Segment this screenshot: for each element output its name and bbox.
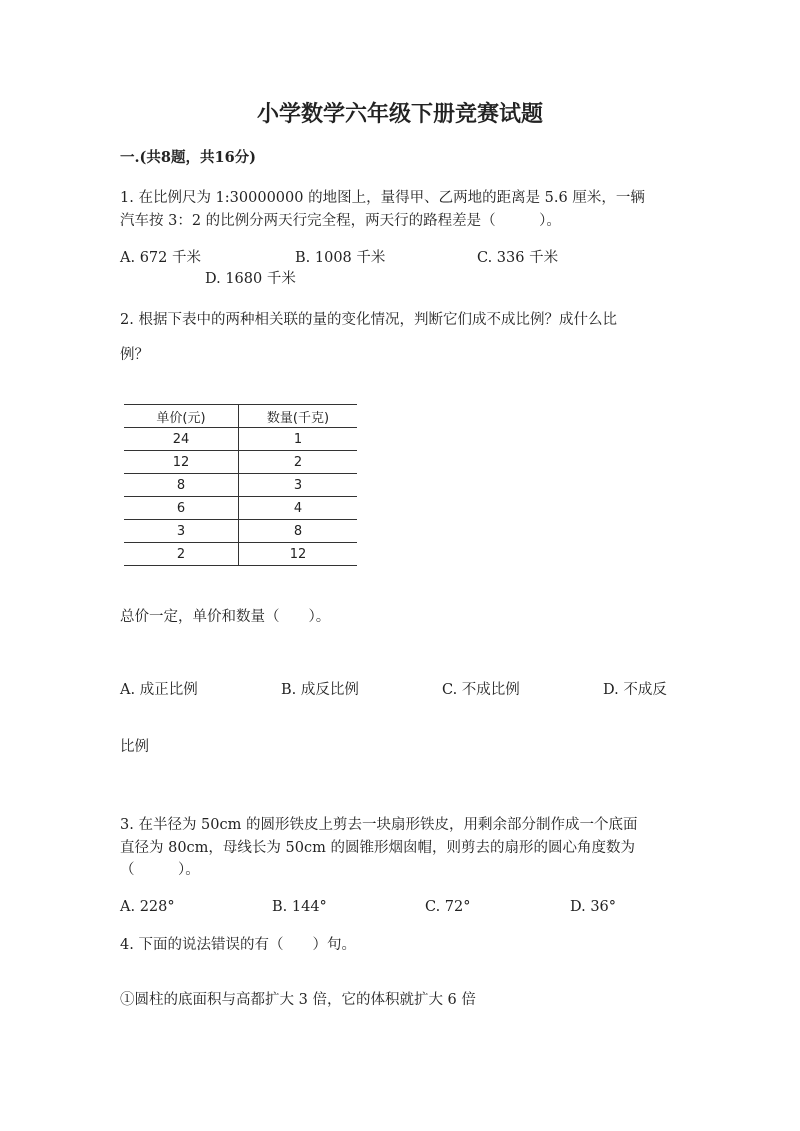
table-row (124, 497, 357, 520)
table-row (124, 520, 357, 543)
q1-option-c: C. 336 千米 (477, 250, 559, 266)
section-header: 一.(共8题，共16分) (120, 149, 257, 166)
q3-option-d: D. 36° (570, 899, 617, 915)
cell: 8 (124, 474, 239, 497)
header-price: 单价(元) (124, 405, 239, 428)
q1-option-b: B. 1008 千米 (295, 250, 386, 266)
q1-option-a: A. 672 千米 (120, 250, 201, 266)
q3-option-c: C. 72° (425, 899, 471, 915)
header-quantity: 数量(千克) (239, 405, 358, 428)
q1-text: 1. 在比例尺为 1:30000000 的地图上，量得甲、乙两地的距离是 5.6 厘米，一辆 (120, 190, 645, 206)
q2-text: 2. 根据下表中的两种相关联的量的变化情况，判断它们成不成比例？成什么比 (120, 312, 617, 328)
cell: 6 (124, 497, 239, 520)
page-title: 小学数学六年级下册竞赛试题 (256, 101, 543, 127)
table-row (124, 474, 357, 497)
table-row (124, 451, 357, 474)
cell: 24 (124, 428, 239, 451)
q1-option-d: D. 1680 千米 (205, 271, 296, 287)
q2-option-a: A. 成正比例 (120, 682, 198, 698)
table-header (124, 405, 357, 428)
q2-option-b: B. 成反比例 (281, 682, 359, 698)
q4-item-1: ①圆柱的底面积与高都扩大 3 倍，它的体积就扩大 6 倍 (120, 992, 476, 1008)
cell: 3 (124, 520, 239, 543)
q3-option-b: B. 144° (272, 899, 327, 915)
q3-text: （ ）。 (120, 862, 200, 878)
cell: 4 (239, 497, 358, 520)
q2-option-c: C. 不成比例 (442, 682, 520, 698)
q3-option-a: A. 228° (120, 899, 175, 915)
q3-text: 3. 在半径为 50cm 的圆形铁皮上剪去一块扇形铁皮，用剩余部分制作成一个底面 (120, 817, 638, 833)
q2-option-d-wrap: 比例 (120, 739, 149, 755)
q2-prompt: 总价一定，单价和数量（ ）。 (120, 609, 331, 625)
q1-text: 汽车按 3：2 的比例分两天行完全程，两天行的路程差是（ ）。 (120, 213, 561, 229)
q4-text: 4. 下面的说法错误的有（ ）句。 (120, 937, 356, 953)
table-row (124, 428, 357, 451)
q2-text: 例？ (120, 347, 149, 363)
cell: 3 (239, 474, 358, 497)
q2-option-d: D. 不成反 (603, 682, 667, 698)
cell: 2 (124, 543, 239, 566)
cell: 12 (124, 451, 239, 474)
cell: 1 (239, 428, 358, 451)
cell: 8 (239, 520, 358, 543)
q3-text: 直径为 80cm，母线长为 50cm 的圆锥形烟囱帽，则剪去的扇形的圆心角度数为 (120, 840, 635, 856)
table-row (124, 543, 357, 566)
cell: 2 (239, 451, 358, 474)
cell: 12 (239, 543, 358, 566)
price-quantity-table (124, 404, 357, 566)
